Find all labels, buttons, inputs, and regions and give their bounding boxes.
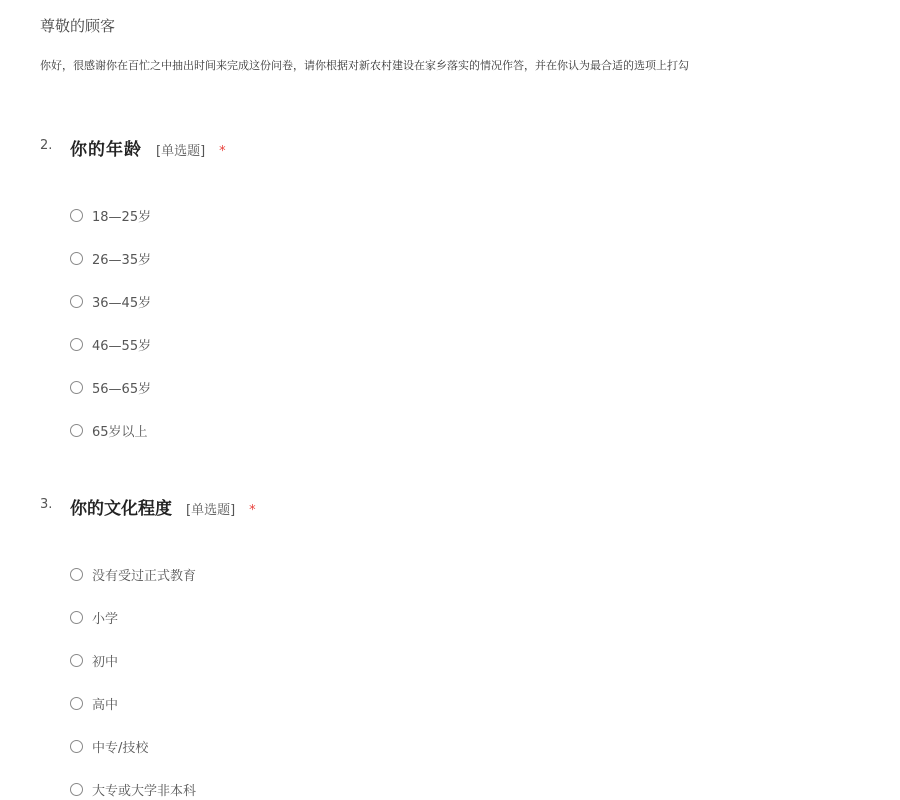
option-edu-college[interactable] [70, 779, 196, 799]
option-edu-vocational[interactable] [70, 736, 148, 756]
option-label: 36—45岁 [92, 295, 152, 311]
option-edu-junior-high[interactable] [70, 650, 118, 670]
option-edu-none[interactable] [70, 564, 196, 584]
option-label: 中专/技校 [92, 740, 149, 756]
question-header [40, 494, 860, 518]
option-label: 小学 [92, 611, 119, 627]
radio-button[interactable] [70, 295, 83, 308]
question-header [40, 135, 860, 159]
question-title-text: 你的年龄 [70, 140, 142, 160]
required-mark: * [219, 144, 227, 159]
question-type-label: [单选题] [186, 503, 236, 518]
radio-button[interactable] [70, 252, 83, 265]
radio-button[interactable] [70, 740, 83, 753]
radio-button[interactable] [70, 783, 83, 796]
option-age-56-65[interactable] [70, 377, 151, 397]
radio-button[interactable] [70, 424, 83, 437]
question-age [40, 135, 860, 440]
option-label: 56—65岁 [92, 381, 152, 397]
question-title [70, 135, 227, 160]
option-age-36-45[interactable] [70, 291, 151, 311]
radio-button[interactable] [70, 209, 83, 222]
question-title-text: 你的文化程度 [70, 499, 172, 519]
option-label: 18—25岁 [92, 209, 152, 225]
radio-button[interactable] [70, 611, 83, 624]
radio-button[interactable] [70, 338, 83, 351]
option-label: 大专或大学非本科 [92, 783, 197, 799]
greeting-text: 尊敬的顾客 [40, 17, 116, 35]
option-age-65-plus[interactable] [70, 420, 148, 440]
question-education [40, 494, 860, 799]
option-edu-primary[interactable] [70, 607, 118, 627]
option-age-46-55[interactable] [70, 334, 151, 354]
option-label: 65岁以上 [92, 424, 148, 440]
option-label: 26—35岁 [92, 252, 152, 268]
option-label: 高中 [92, 697, 119, 713]
question-type-label: [单选题] [156, 144, 206, 159]
option-label: 46—55岁 [92, 338, 152, 354]
question-number: 3. [40, 497, 53, 512]
required-mark: * [249, 503, 256, 518]
option-age-26-35[interactable] [70, 248, 151, 268]
option-label: 没有受过正式教育 [92, 568, 197, 584]
radio-button[interactable] [70, 568, 83, 581]
intro-text: 你好，很感谢你在百忙之中抽出时间来完成这份问卷，请你根据对新农村建设在家乡落实的情况作答，并在你认为最合适的选项上打勾 [40, 59, 689, 72]
radio-button[interactable] [70, 654, 83, 667]
question-title [70, 494, 256, 519]
option-label: 初中 [92, 654, 119, 670]
option-age-18-25[interactable] [70, 205, 151, 225]
option-edu-senior-high[interactable] [70, 693, 118, 713]
radio-button[interactable] [70, 381, 83, 394]
radio-button[interactable] [70, 697, 83, 710]
question-number: 2. [40, 138, 53, 153]
